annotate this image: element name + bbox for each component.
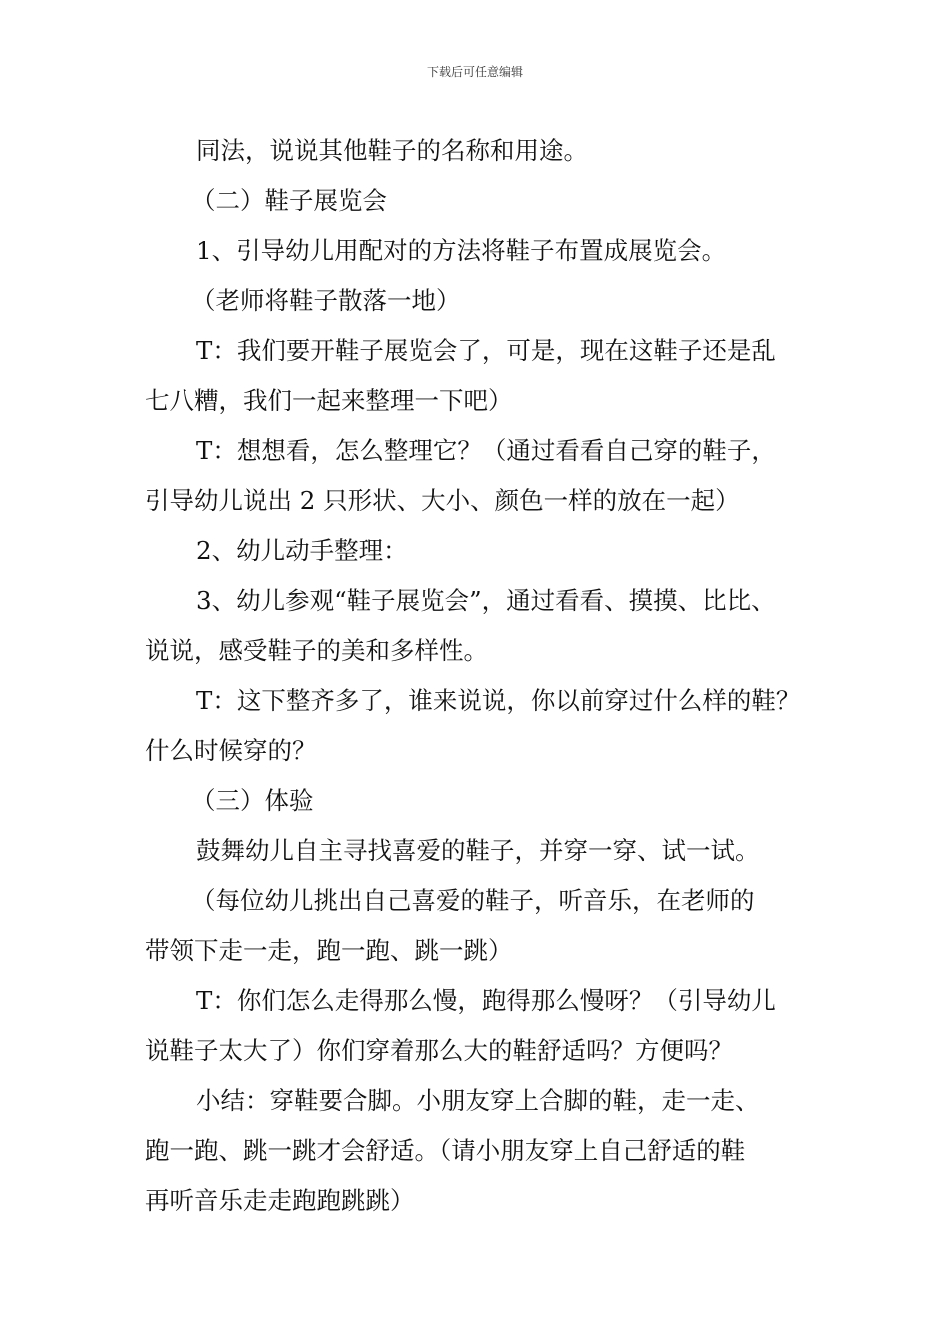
section-heading: （三）体验: [191, 786, 314, 815]
paragraph-line: T：这下整齐多了，谁来说说，你以前穿过什么样的鞋？: [196, 686, 801, 715]
paragraph-line: 再听音乐走走跑跑跳跳）: [145, 1186, 415, 1215]
paragraph-line: 2、幼儿动手整理：: [196, 536, 408, 565]
paragraph-line: 3、幼儿参观“鞋子展览会”，通过看看、摸摸、比比、: [196, 586, 776, 615]
paragraph-line: 说鞋子太大了）你们穿着那么大的鞋舒适吗？方便吗？: [145, 1036, 733, 1065]
paragraph-line: 带领下走一走，跑一跑、跳一跳）: [145, 936, 513, 965]
section-heading: （二）鞋子展览会: [191, 186, 387, 215]
paragraph-line: 说说，感受鞋子的美和多样性。: [145, 636, 488, 665]
document-body: [145, 126, 810, 1226]
page-header: 下载后可任意编辑: [426, 65, 523, 79]
paragraph-line: 小结：穿鞋要合脚。小朋友穿上合脚的鞋，走一走、: [196, 1086, 760, 1115]
paragraph-line: 鼓舞幼儿自主寻找喜爱的鞋子，并穿一穿、试一试。: [196, 836, 760, 865]
paragraph-line: T：想想看，怎么整理它？（通过看看自己穿的鞋子，: [196, 436, 776, 465]
paragraph-line: （老师将鞋子散落一地）: [191, 286, 461, 315]
paragraph-line: T：我们要开鞋子展览会了，可是，现在这鞋子还是乱: [196, 336, 776, 365]
paragraph-line: （每位幼儿挑出自己喜爱的鞋子，听音乐，在老师的: [191, 886, 755, 915]
paragraph-line: 1、引导幼儿用配对的方法将鞋子布置成展览会。: [196, 236, 727, 265]
paragraph-line: 什么时候穿的？: [145, 736, 317, 765]
paragraph-line: 引导幼儿说出 2 只形状、大小、颜色一样的放在一起）: [145, 486, 740, 515]
paragraph-line: T：你们怎么走得那么慢，跑得那么慢呀？（引导幼儿: [196, 986, 776, 1015]
paragraph-line: 七八糟，我们一起来整理一下吧）: [145, 386, 513, 415]
paragraph-line: 跑一跑、跳一跳才会舒适。（请小朋友穿上自己舒适的鞋: [145, 1136, 746, 1165]
paragraph-line: 同法，说说其他鞋子的名称和用途。: [196, 136, 588, 165]
